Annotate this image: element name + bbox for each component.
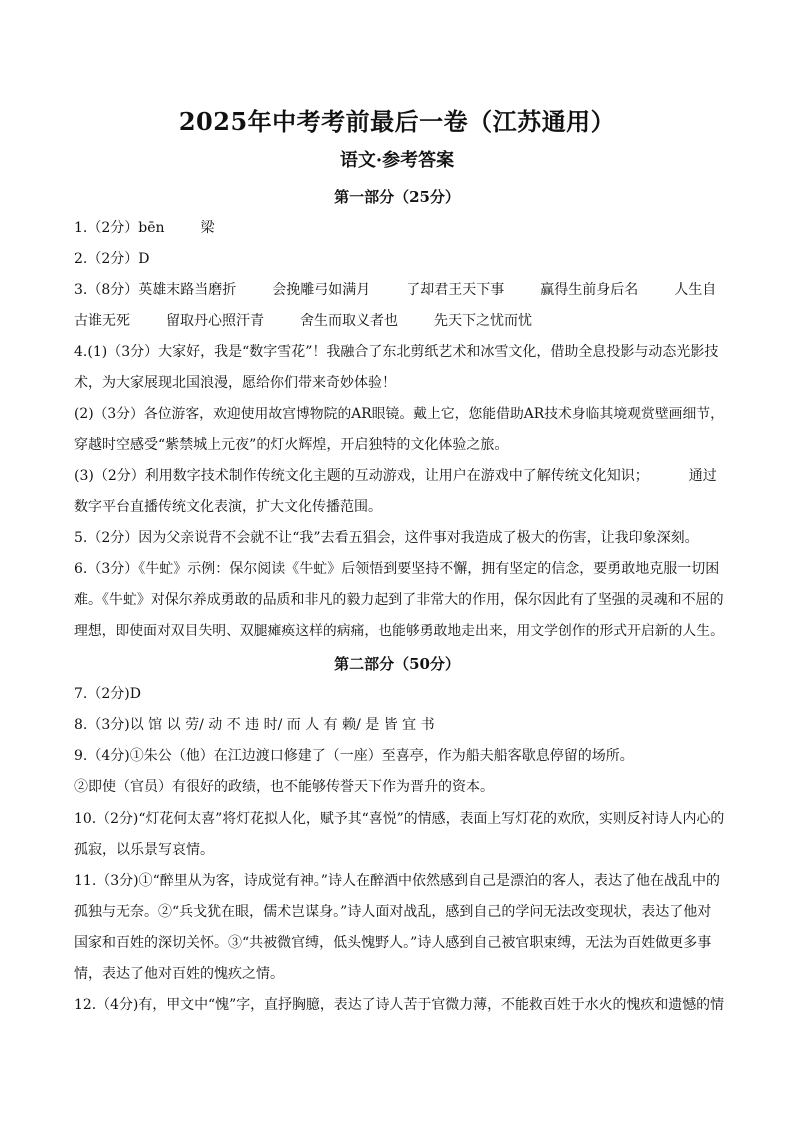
answer-q12-line1: 12.（4分)有，甲文中“愧”字，直抒胸臆，表达了诗人苦于官微力薄，不能救百姓于水火的愧疚和遗憾的情 bbox=[74, 997, 725, 1013]
answer-q11-line2: 孤独与无奈。②“兵戈犹在眼，儒术岂谋身。”诗人面对战乱，感到自己的学问无法改变现状，表达了他对 bbox=[74, 904, 712, 920]
answer-q9-line1: 9.（4分)①朱公（他）在江边渡口修建了（一座）至喜亭，作为船夫船客歇息停留的场所。 bbox=[74, 748, 634, 764]
answer-q4-part3-line1 bbox=[74, 466, 724, 486]
q3-item: 赢得生前身后名 bbox=[540, 282, 639, 298]
answer-q7: 7.（2分)D bbox=[74, 686, 141, 702]
answer-q5: 5.（2分）因为父亲说背不会就不让“我”去看五猖会，这件事对我造成了极大的伤害，让我印象深刻。 bbox=[74, 530, 699, 546]
q3-item: 古谁无死 bbox=[74, 313, 130, 329]
q3-item: 人生自 bbox=[674, 282, 717, 298]
answer-q10-line1: 10.（2分)“灯花何太喜”将灯花拟人化，赋予其“喜悦”的情感，表面上写灯花的欢欣，实则反衬诗人内心的 bbox=[74, 811, 725, 827]
q3-item: 先天下之忧而忧 bbox=[434, 313, 532, 329]
page-title: 2025年中考考前最后一卷（江苏通用） bbox=[178, 107, 616, 136]
q4-part3-text-b: 通过 bbox=[688, 468, 717, 484]
answer-q4-part1-line2: 术，为大家展现北国浪漫，愿给你们带来奇妙体验！ bbox=[74, 375, 396, 391]
q3-item: 英雄末路当磨折 bbox=[138, 282, 237, 298]
answer-q6-line1: 6.（3分）《牛虻》示例：保尔阅读《牛虻》后领悟到要坚持不懈，拥有坚定的信念，要勇敢地克服一切困 bbox=[74, 561, 720, 577]
answer-q11-line3: 国家和百姓的深切关怀。③“共被微官缚，低头愧野人。”诗人感到自己被官职束缚，无法为百姓做更多事 bbox=[74, 935, 712, 951]
answer-q1 bbox=[74, 218, 724, 238]
q3-item: 舍生而取义者也 bbox=[300, 313, 398, 329]
section-heading-part1: 第一部分（25分） bbox=[334, 188, 460, 206]
answer-q11-line1: 11.（3分)①“醉里从为客，诗成觉有神。”诗人在醉酒中依然感到自己是漂泊的客人，表达了他在战乱中的 bbox=[74, 873, 720, 889]
answer-q4-part2-line1: (2)（3分）各位游客，欢迎使用故宫博物院的AR眼镜。戴上它，您能借助AR技术身临其境观赏壁画细节， bbox=[74, 406, 724, 422]
answer-q2: 2.（2分）D bbox=[74, 251, 150, 267]
answer-q4-part3-line2: 数字平台直播传统文化表演，扩大文化传播范围。 bbox=[74, 499, 382, 515]
answer-q10-line2: 孤寂，以乐景写哀情。 bbox=[74, 842, 214, 858]
q3-item: 留取丹心照汗青 bbox=[166, 313, 264, 329]
answer-q11-line4: 情，表达了他对百姓的愧疚之情。 bbox=[74, 966, 284, 982]
answer-q8: 8.（3分)以 馆 以 劳/ 动 不 违 时/ 而 人 有 赖/ 是 皆 宜 书 bbox=[74, 717, 435, 733]
q1-answer-b: 梁 bbox=[200, 220, 215, 236]
answer-q3-line1 bbox=[74, 280, 724, 300]
q4-part3-text-a: (3)（2分）利用数字技术制作传统文化主题的互动游戏，让用户在游戏中了解传统文化知识； bbox=[74, 468, 649, 484]
answer-q3-line2 bbox=[74, 311, 724, 331]
section-heading-part2: 第二部分（50分） bbox=[334, 655, 460, 673]
q1-label: 1.（2分） bbox=[74, 220, 139, 236]
answer-q6-line3: 理想，即使面对双目失明、双腿瘫痪这样的病痛，也能够勇敢地走出来，用文学创作的形式开启新的人生。 bbox=[74, 623, 724, 639]
answer-q4-part1-line1: 4.(1)（3分）大家好，我是“数字雪花”！我融合了东北剪纸艺术和冰雪文化，借助全息投影与动态光影技 bbox=[74, 344, 719, 360]
page-subtitle: 语文·参考答案 bbox=[339, 150, 455, 171]
answer-q9-line2: ②即使（官员）有很好的政绩，也不能够传誉天下作为晋升的资本。 bbox=[74, 779, 494, 795]
q3-label: 3.（8分） bbox=[74, 282, 139, 298]
answer-q6-line2: 难。《牛虻》对保尔养成勇敢的品质和非凡的毅力起到了非常大的作用，保尔因此有了坚强的灵魂和不屈的 bbox=[74, 592, 724, 608]
answer-q4-part2-line2: 穿越时空感受“紫禁城上元夜”的灯火辉煌，开启独特的文化体验之旅。 bbox=[74, 437, 509, 453]
q3-item: 了却君王天下事 bbox=[406, 282, 505, 298]
q1-answer-a: bēn bbox=[138, 220, 165, 236]
q3-item: 会挽雕弓如满月 bbox=[272, 282, 371, 298]
